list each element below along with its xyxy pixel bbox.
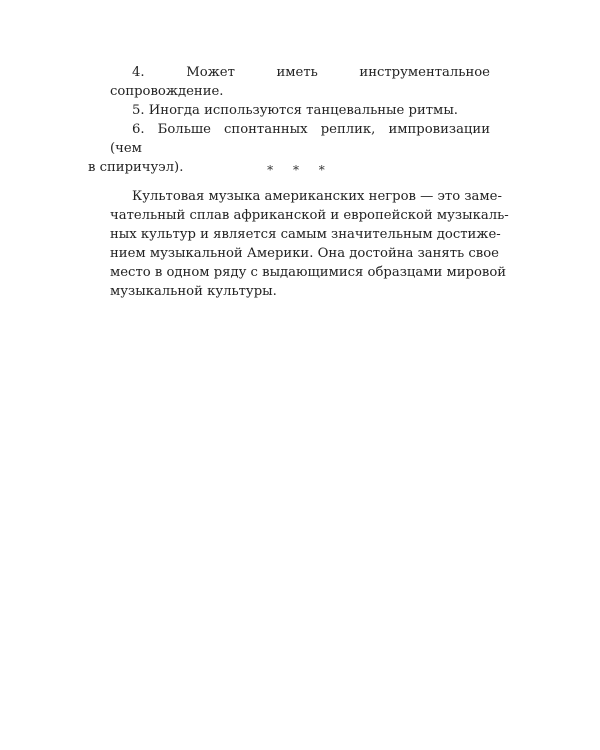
list-item-text: 4. Может иметь инструментальное сопровождение. [110,65,490,99]
paragraph-line: нием музыкальной Америки. Она достойна занять свое [110,246,499,261]
numbered-list [88,63,490,177]
list-item-5 [110,101,490,120]
paragraph-line: музыкальной культуры. [110,284,277,299]
list-item-4 [110,63,490,101]
list-item-text: 5. Иногда используются танцевальные ритмы. [132,103,459,118]
paragraph-line: место в одном ряду с выдающимися образцами мировой [110,265,507,280]
paragraph-line: Культовая музыка американских негров — это заме- [132,189,502,204]
list-item-text: 6. Больше спонтанных реплик, импровизации (чем [110,122,490,156]
paragraph-line: ных культур и является самым значительным достиже- [110,227,501,242]
list-item-text-continuation: в спиричуэл). [88,160,184,175]
body-paragraph [110,187,509,301]
section-separator: * * * [267,163,333,177]
paragraph-line: чательный сплав африканской и европейской музыкаль- [110,208,509,223]
